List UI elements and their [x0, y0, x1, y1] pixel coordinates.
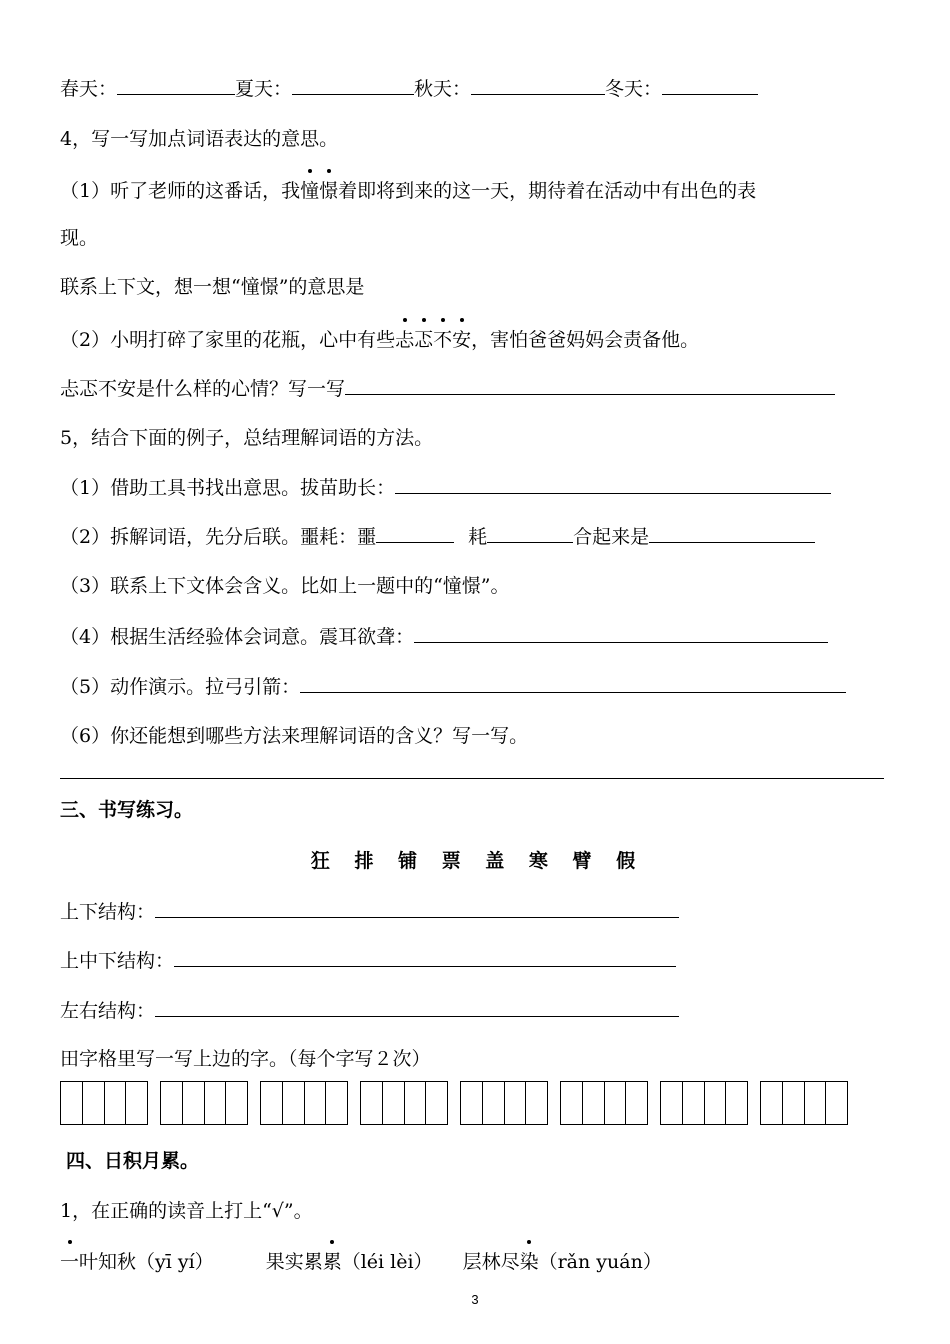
summer-blank[interactable] — [292, 76, 414, 95]
q5-2-blank-1[interactable] — [376, 524, 454, 543]
structure-b-blank[interactable] — [174, 948, 676, 967]
q5-2-line — [60, 524, 815, 550]
writing-grid[interactable] — [660, 1081, 748, 1125]
dotted-char: 累 — [322, 1251, 342, 1273]
q5-4-blank[interactable] — [414, 624, 828, 643]
writing-grid[interactable] — [260, 1081, 348, 1125]
q4-1-continuation: 现。 — [60, 227, 99, 249]
q4-1-question: 联系上下文，想一想“憧憬”的意思是 — [60, 276, 365, 298]
structure-c-blank[interactable] — [155, 998, 679, 1017]
autumn-blank[interactable] — [471, 76, 605, 95]
q5-5-text: （5）动作演示。拉弓引箭： — [60, 676, 301, 698]
q4-1-post: 着即将到来的这一天，期待着在活动中有出色的表 — [338, 180, 757, 202]
winter-blank[interactable] — [662, 76, 758, 95]
q5-title: 5，结合下面的例子，总结理解词语的方法。 — [60, 427, 434, 449]
summer-label: 夏天： — [235, 78, 293, 100]
q4-1-pre: （1）听了老师的这番话，我 — [60, 180, 301, 202]
spring-blank[interactable] — [117, 76, 235, 95]
autumn-label: 秋天： — [414, 78, 472, 100]
q4-title: 4，写一写加点词语表达的意思。 — [60, 128, 339, 150]
writing-grid[interactable] — [160, 1081, 248, 1125]
q4-1-sentence — [60, 178, 756, 204]
q5-5-blank[interactable] — [300, 674, 846, 693]
q5-6-line: （6）你还能想到哪些方法来理解词语的含义？写一写。 — [60, 725, 529, 747]
q4-2-question — [60, 376, 835, 402]
q5-6-answer-line[interactable] — [60, 778, 884, 779]
structure-b-label: 上中下结构： — [60, 950, 175, 972]
structure-left-right — [60, 998, 679, 1024]
q5-1-blank[interactable] — [395, 475, 831, 494]
dotted-char: 一 — [60, 1251, 80, 1273]
q5-2-blank-3[interactable] — [649, 524, 815, 543]
q5-5-line — [60, 674, 846, 700]
writing-grid[interactable] — [360, 1081, 448, 1125]
section-4-title: 四、日积月累。 — [66, 1150, 200, 1172]
idiom-2-pinyin[interactable]: （léi lèi） — [341, 1251, 433, 1273]
dotted-char: 染 — [519, 1251, 539, 1273]
writing-grid[interactable] — [560, 1081, 648, 1125]
q4-2-blank[interactable] — [345, 376, 835, 395]
q4-2-sentence — [60, 327, 699, 353]
grid-prompt: 田字格里写一写上边的字。（每个字写２次） — [60, 1048, 431, 1070]
writing-grid[interactable] — [460, 1081, 548, 1125]
q5-3-line: （3）联系上下文体会含义。比如上一题中的“憧憬”。 — [60, 575, 510, 597]
tianzige-grids — [60, 1081, 848, 1125]
dotted-char: 安 — [452, 329, 472, 351]
seasons-line — [60, 76, 758, 102]
q5-1-text: （1）借助工具书找出意思。拔苗助长： — [60, 477, 396, 499]
sec4-q1: 1，在正确的读音上打上“√”。 — [60, 1200, 313, 1222]
winter-label: 冬天： — [605, 78, 663, 100]
q5-2-blank-2[interactable] — [487, 524, 573, 543]
structure-a-blank[interactable] — [155, 899, 679, 918]
q5-2-text-c: 合起来是 — [573, 526, 650, 548]
q5-1-line — [60, 475, 831, 501]
idiom-1[interactable]: 叶知秋（yī yí） — [79, 1251, 214, 1273]
structure-c-label: 左右结构： — [60, 1000, 156, 1022]
page-number: 3 — [471, 1292, 479, 1307]
idiom-3-a: 层林尽 — [462, 1251, 520, 1273]
pinyin-row — [60, 1249, 662, 1275]
section-3-title: 三、书写练习。 — [60, 799, 194, 821]
dotted-char: 憧 — [300, 180, 320, 202]
q5-2-text-a: （2）拆解词语，先分后联。噩耗：噩 — [60, 526, 377, 548]
structure-top-bottom — [60, 899, 679, 925]
writing-grid[interactable] — [760, 1081, 848, 1125]
writing-grid[interactable] — [60, 1081, 148, 1125]
idiom-3-pinyin[interactable]: （rǎn yuán） — [538, 1251, 662, 1273]
q4-2-pre: （2）小明打碎了家里的花瓶，心中有些 — [60, 329, 396, 351]
q4-2-ask: 忐忑不安是什么样的心情？写一写 — [60, 378, 346, 400]
q5-4-text: （4）根据生活经验体会词意。震耳欲聋： — [60, 626, 415, 648]
idiom-2-a: 果实累 — [265, 1251, 323, 1273]
dotted-char: 忐 — [395, 329, 415, 351]
structure-top-mid-bottom — [60, 948, 676, 974]
dotted-char: 不 — [433, 329, 453, 351]
dotted-char: 忑 — [414, 329, 434, 351]
spring-label: 春天： — [60, 78, 118, 100]
dotted-char: 憬 — [319, 180, 339, 202]
structure-a-label: 上下结构： — [60, 901, 156, 923]
q5-2-text-b: 耗 — [468, 526, 488, 548]
q5-4-line — [60, 624, 828, 650]
q4-2-post: ，害怕爸爸妈妈会责备他。 — [471, 329, 700, 351]
practice-characters: 狂 排 铺 票 盖 寒 臂 假 — [310, 850, 640, 872]
